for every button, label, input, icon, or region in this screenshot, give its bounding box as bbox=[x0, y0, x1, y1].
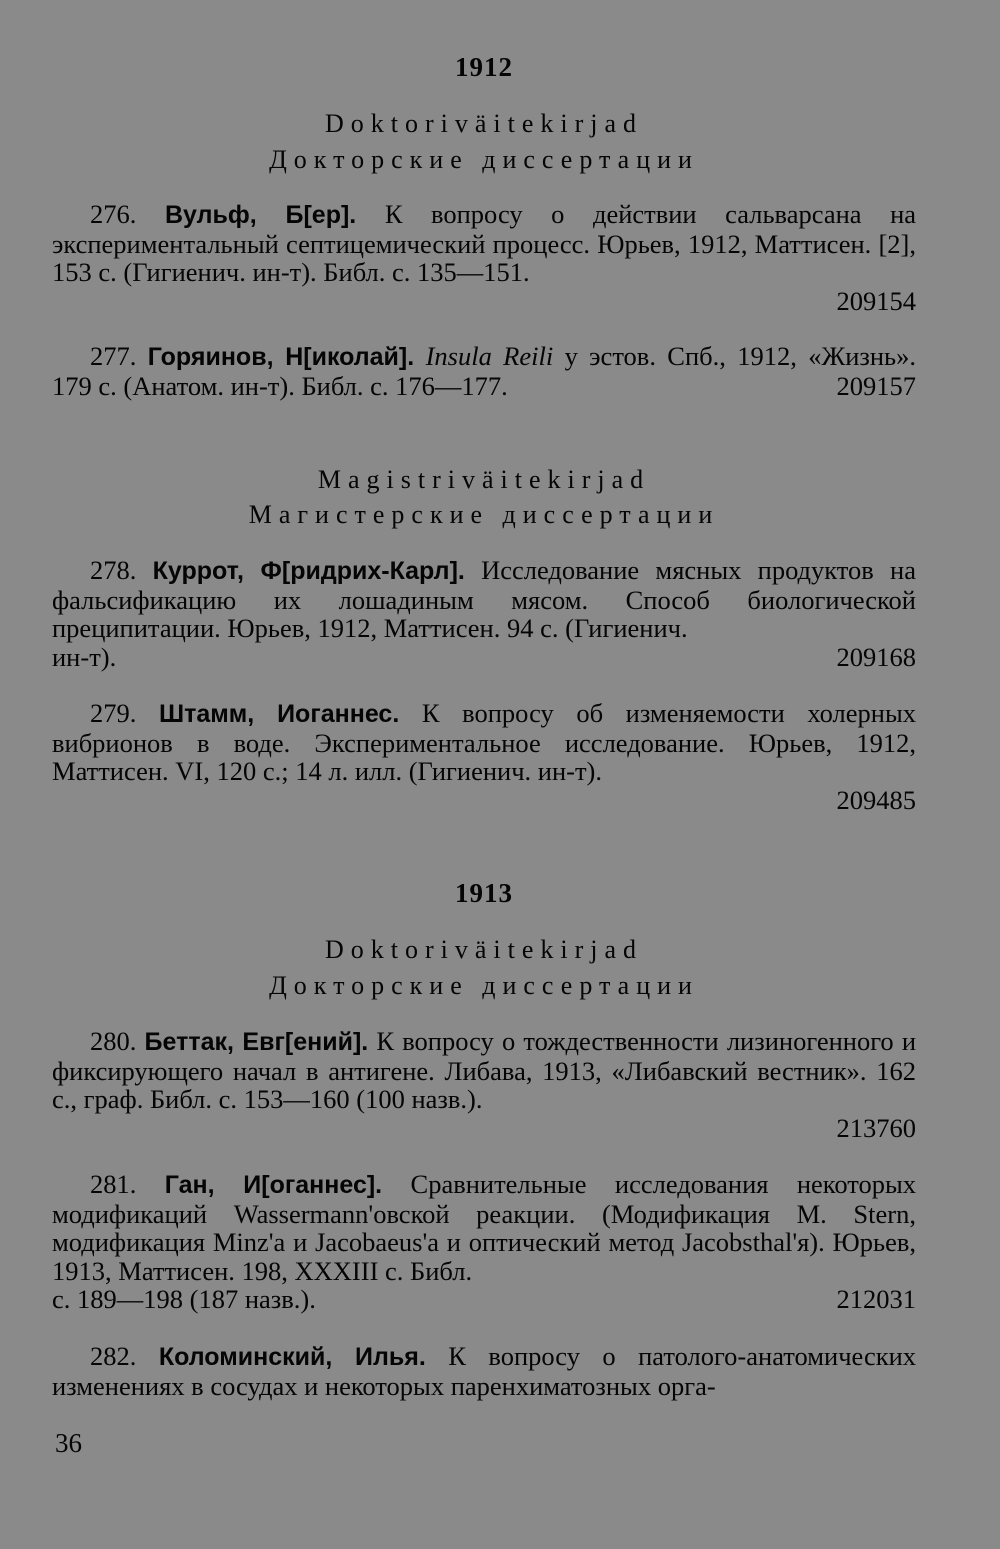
entry-text: Исследование мясных продуктов на фальсификацию их лошадиным мясом. Способ биологической преципитации. Юрьев, 1912, Маттисен. 94 с. (Гигиенич. bbox=[52, 555, 916, 643]
entry-number: 277. bbox=[90, 341, 137, 371]
entry-call-number: 212031 bbox=[836, 1284, 916, 1314]
page-number: 36 bbox=[55, 1428, 82, 1458]
entry-text: К вопросу о патолого-анатомических изменениях в сосудах и некоторых паренхиматозных орга- bbox=[52, 1341, 917, 1401]
entry-text: К вопросу о действии сальварсана на экспериментальный септицемический процесс. Юрьев, 1912, Маттисен. [2], 153 с. (Гигиенич. ин-т). Библ. с. 135—151. bbox=[52, 199, 917, 287]
entry-text: К вопросу о тождественности лизиногенного и фиксирующего начал в антигене. Либава, 1913, «Либавский вестник». 162 с., граф. Библ. с. 153—160 (100 назв.). bbox=[52, 1026, 917, 1114]
entry-call-number: 209485 bbox=[836, 784, 916, 815]
entry-number: 278. bbox=[90, 555, 137, 585]
bibliography-entry-277 bbox=[52, 342, 916, 400]
entry-text-tail: с. 189—198 (187 назв.). bbox=[52, 1284, 316, 1314]
bibliography-entry-282 bbox=[52, 1342, 916, 1400]
section-heading-doctoral-ru: Докторские диссертации bbox=[269, 145, 699, 174]
entry-call-number: 209168 bbox=[836, 641, 916, 672]
entry-call-number: 213760 bbox=[836, 1112, 916, 1143]
entry-author: Куррот, Ф[ридрих-Карл]. bbox=[152, 557, 465, 585]
bibliography-entry-279 bbox=[52, 699, 916, 814]
year-heading-1912: 1912 bbox=[455, 52, 513, 82]
entry-author: Ган, И[оганнес]. bbox=[164, 1171, 383, 1199]
entry-text: К вопросу об изменяемости холерных вибрионов в воде. Экспериментальное исследование. Юрьев, 1912, Маттисен. VI, 120 с.; 14 л. илл. (Гигиенич. ин-т). bbox=[52, 698, 916, 786]
year-heading-1913: 1913 bbox=[455, 878, 513, 908]
entry-author: Вульф, Б[ер]. bbox=[164, 201, 357, 229]
section-heading-doctoral-et: Doktoriväitekirjad bbox=[324, 109, 644, 138]
entry-number: 281. bbox=[90, 1169, 137, 1199]
entry-number: 279. bbox=[90, 698, 137, 728]
entry-text: у эстов. Спб., 1912, «Жизнь». 179 с. (Анатом. ин-т). Библ. с. 176—177. bbox=[52, 341, 917, 401]
entry-author: Штамм, Иоганнес. bbox=[158, 700, 400, 728]
entry-call-number: 209154 bbox=[836, 285, 916, 316]
bibliography-entry-278 bbox=[52, 556, 916, 671]
entry-author: Коломинский, Илья. bbox=[158, 1343, 426, 1371]
entry-title-italic: Insula Reili bbox=[425, 341, 554, 371]
section-heading-doctoral-ru: Докторские диссертации bbox=[269, 971, 699, 1000]
entry-text: Сравнительные исследования некоторых модификаций Wassermann'овской реакции. (Модификация M. Stern, модификация Minz'a и Jacobaeus'a и оптический метод Jacobsthal'я). Юрьев, 1913, Маттисен. 198, XXXIII с. Библ. bbox=[52, 1169, 917, 1286]
bibliography-entry-281 bbox=[52, 1170, 916, 1314]
entry-text-tail: ин-т). bbox=[52, 641, 117, 672]
bibliography-entry-280 bbox=[52, 1027, 916, 1142]
entry-number: 280. bbox=[90, 1026, 137, 1056]
section-heading-master-et: Magistriväitekirjad bbox=[317, 465, 651, 494]
entry-number: 276. bbox=[90, 199, 137, 229]
bibliography-entry-276 bbox=[52, 200, 916, 315]
entry-author: Беттак, Евг[ений]. bbox=[144, 1028, 369, 1056]
entry-number: 282. bbox=[90, 1341, 137, 1371]
section-heading-master-ru: Магистерские диссертации bbox=[248, 500, 720, 529]
entry-call-number: 209157 bbox=[836, 370, 916, 401]
section-heading-doctoral-et: Doktoriväitekirjad bbox=[324, 935, 644, 964]
entry-author: Горяинов, Н[иколай]. bbox=[147, 343, 415, 371]
